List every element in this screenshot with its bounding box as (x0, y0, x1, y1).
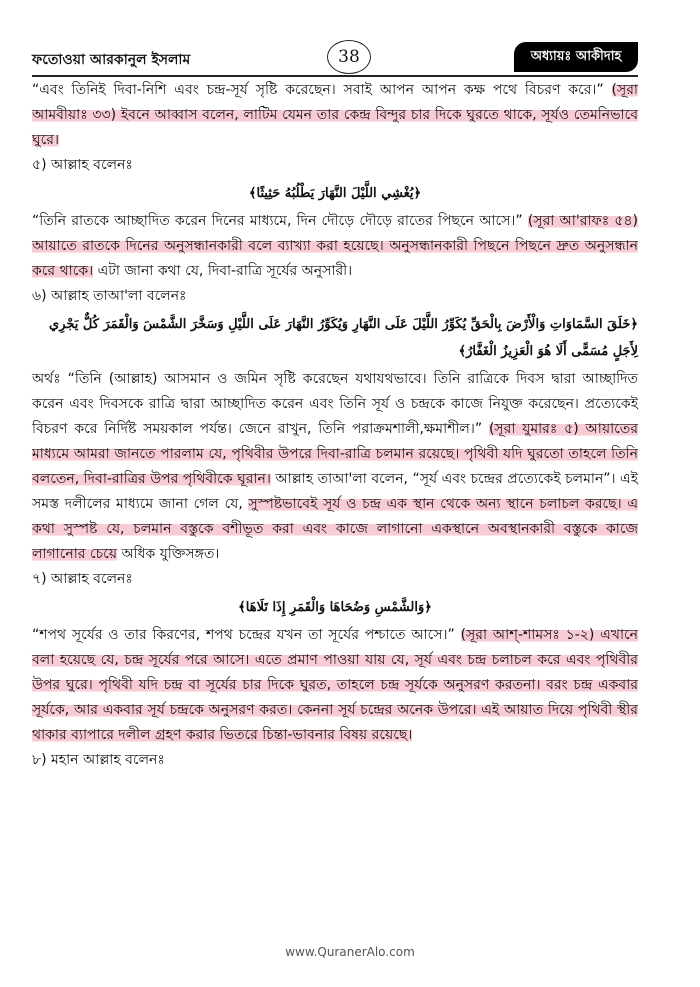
highlighted-text: (সূরা আশ্-শামসঃ ১-২) এখানে বলা হয়েছে যে, চন্দ্র সূর্যের পরে আসে। এতে প্রমাণ পাওয়া যায় যে, সূর্য এবং চন্দ্র চলাচল করে এবং পৃথিবীর উপর ঘুরে। পৃথিবী যদি চন্দ্র বা সূর্যের চার দিকে ঘুরত, তাহলে চন্দ্র সূর্যকে অনুসরণ করতনা। বরং চন্দ্র একবার সূর্যকে, আর একবার সূর্য চন্দ্রকে অনুসরণ করত। কেননা সূর্য চন্দ্রের অনেক উপরে। এই আয়াত দিয়ে পৃথিবী স্থীর থাকার ব্যাপারে দলীল গ্রহণ করার ভিতরে চিন্তা-ভাবনার বিষয় রয়েছে। (32, 627, 638, 743)
arabic-verse-5: ﴿يُغْشِي اللَّيْلَ النَّهَارَ يَطْلُبُهُ حَثِيثًا﴾ (248, 186, 422, 201)
page-content (32, 78, 638, 773)
highlighted-text: সুস্পষ্টভাবেই সূর্য ও চন্দ্র এক স্থান থেকে অন্য স্থানে চলাচল করছে। এ কথা সুস্পষ্ট যে, চলমান বস্তুকে বশীভূত করা এবং কাজে লাগানো একস্থানে অবস্থানকারী বস্তুকে কাজে লাগানোর চেয়ে (32, 496, 638, 562)
text-run: আল্লাহ তাআ'লা বলেন, “সূর্য এবং চন্দ্রের প্রত্যেকেই চলমান”। এই সমস্ত দলীলের মাধ্যমে জানা গেল যে, (32, 471, 638, 512)
list-item-8: ৮) মহান আল্লাহ বলেনঃ (32, 752, 165, 768)
text-run: অধিক যুক্তিসঙ্গত। (117, 546, 220, 562)
text-run: “এবং তিনিই দিবা-নিশি এবং চন্দ্র-সূর্য সৃষ্টি করেছেন। সবাই আপন আপন কক্ষ পথে বিচরণ করে।” (32, 82, 612, 98)
website-footer: www.QuranerAlo.com (285, 945, 415, 959)
text-run: “শপথ সূর্যের ও তার কিরণের, শপথ চন্দ্রের যখন তা সূর্যের পশ্চাতে আসে।” (32, 627, 461, 643)
text-run: এটা জানা কথা যে, দিবা-রাত্রি সূর্যের অনুসারী। (93, 263, 353, 279)
arabic-verse-7: ﴿وَالشَّمْسِ وَضُحَاهَا وَالْقَمَرِ إِذَا تَلَاهَا﴾ (238, 600, 432, 615)
paragraph-4 (32, 623, 638, 748)
list-item-7: ৭) আল্লাহ বলেনঃ (32, 571, 133, 587)
paragraph-2 (32, 209, 638, 284)
highlighted-text: (সূরা আমবীয়াঃ ৩৩) ইবনে আব্বাস বলেন, লাটিম যেমন তার কেন্দ্র বিন্দুর চার দিকে ঘুরতে থাকে, সূর্যও তেমনিভাবে ঘুরে। (32, 82, 638, 148)
header-divider (32, 75, 638, 77)
highlighted-text: (সূরা যুমারঃ ৫) আয়াতের মাধ্যমে আমরা জানতে পারলাম যে, পৃথিবীর উপরে দিবা-রাত্রি চলমান রয়েছে। পৃথিবী যদি ঘুরতো তাহলে তিনি বলতেন, দিবা-রাত্রির উপর পৃথিবীকে ঘূরান। (32, 421, 638, 487)
chapter-label: অধ্যায়ঃ আকীদাহ (514, 42, 638, 72)
text-run: অর্থঃ “তিনি (আল্লাহ) আসমান ও জমিন সৃষ্টি করেছেন যথাযথভাবে। তিনি রাত্রিকে দিবস দ্বারা আচ্ছাদিত করেন এবং দিবসকে রাত্রি দ্বারা আচ্ছাদিত করেন এবং তিনি সূর্য ও চন্দ্রকে কাজে নিযুক্ত করেছেন। প্রত্যেকেই বিচরণ করে নির্দিষ্ট সময়কাল পর্যন্ত। জেনে রাখুন, তিনি পরাক্রমশালী,ক্ষমাশীল।” (32, 371, 638, 437)
text-run: “তিনি রাতকে আচ্ছাদিত করেন দিনের মাধ্যমে, দিন দৌড়ে দৌড়ে রাতের পিছনে আসে।” (32, 213, 528, 229)
list-item-5: ৫) আল্লাহ বলেনঃ (32, 157, 133, 173)
highlighted-text: (সূরা আ'রাফঃ ৫৪) আয়াতে রাতকে দিনের অনুসন্ধানকারী বলে ব্যাখ্যা করা হয়েছে। অনুসন্ধানকারী পিছনে পিছনে দ্রুত অনুসন্ধান করে থাকে। (32, 213, 638, 279)
arabic-verse-6: ﴿خَلَقَ السَّمَاوَاتِ وَالْأَرْضَ بِالْحَقِّ يُكَوِّرُ اللَّيْلَ عَلَى النَّهَارِ وَيُكَوِّرُ النَّهَارَ عَلَى اللَّيْلِ وَسَخَّرَ الشَّمْسَ وَالْقَمَرَ كُلٌّ يَجْرِي لِأَجَلٍ مُسَمًّى أَلَا هُوَ الْعَزِيزُ الْغَفَّارُ﴾ (49, 317, 638, 359)
book-title: ফতোওয়া আরকানুল ইসলাম (32, 52, 191, 68)
list-item-6: ৬) আল্লাহ তাআ'লা বলেনঃ (32, 288, 187, 304)
paragraph-3 (32, 367, 638, 567)
page-number: 38 (327, 40, 371, 74)
paragraph-1 (32, 78, 638, 153)
